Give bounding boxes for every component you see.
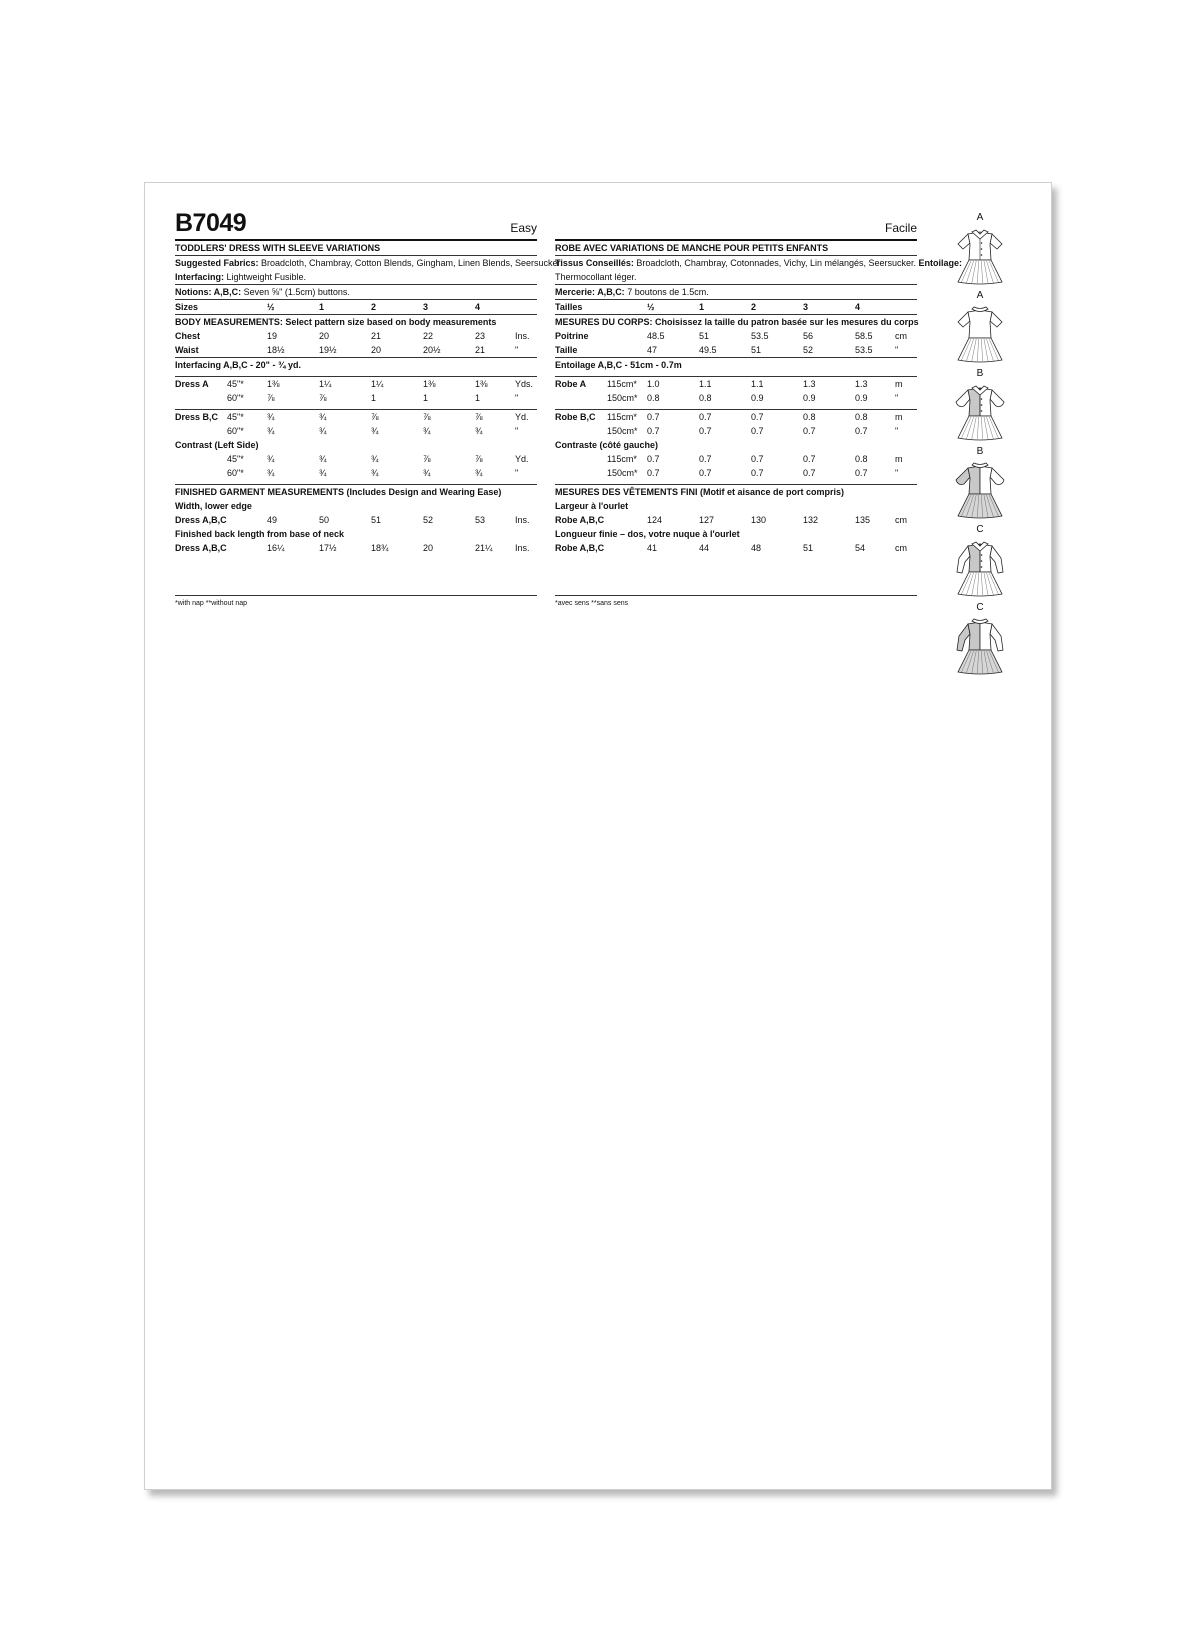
value-cell: 53.5 xyxy=(855,345,873,355)
value-cell: ¾ xyxy=(423,468,431,478)
dress-a-row-1 xyxy=(175,376,537,391)
fabrics-row xyxy=(555,255,963,270)
value-cell: 52 xyxy=(803,345,814,355)
value-cell: 1.1 xyxy=(751,379,764,389)
fabric-width: 60"* xyxy=(227,426,244,436)
contrast-row-2 xyxy=(175,466,537,480)
value-cell: 20 xyxy=(319,331,330,341)
value-cell: 0.7 xyxy=(803,468,816,478)
value-cell: 49.5 xyxy=(699,345,717,355)
fabric-width: 45"* xyxy=(227,412,244,422)
dress-icon xyxy=(950,226,1010,288)
value-cell: ⅞ xyxy=(423,454,431,464)
interfacing-yardage-row xyxy=(555,357,917,372)
value-cell: 41 xyxy=(647,543,658,553)
value-cell: 1.3 xyxy=(855,379,868,389)
unit-cell: Ins. xyxy=(515,543,530,553)
pattern-sheet xyxy=(144,182,1052,1490)
value-cell: 53.5 xyxy=(751,331,769,341)
value-cell: ¾ xyxy=(423,426,431,436)
value-cell: 48 xyxy=(751,543,762,553)
dress-icon xyxy=(950,616,1010,678)
length-heading xyxy=(555,527,917,541)
value-cell: 1⅜ xyxy=(267,379,280,389)
value-cell: ¾ xyxy=(267,426,275,436)
fabric-width: 45"* xyxy=(227,379,244,389)
interfacing-yardage: Entoilage A,B,C - 51cm - 0.7m xyxy=(555,360,682,370)
value-cell: 18½ xyxy=(267,345,285,355)
value-cell: 0.8 xyxy=(855,412,868,422)
value-cell: 0.7 xyxy=(751,454,764,464)
difficulty-level: Facile xyxy=(884,221,917,235)
waist-label: Waist xyxy=(175,345,199,355)
value-cell: 1 xyxy=(371,393,377,403)
value-cell: 4 xyxy=(855,302,861,312)
title: ROBE AVEC VARIATIONS DE MANCHE POUR PETITS ENFANTS xyxy=(555,243,829,253)
value-cell: 0.8 xyxy=(855,454,868,464)
body-measurements-label: MESURES DU CORPS: Choisissez la taille du patron basée sur les mesures du corps xyxy=(555,317,919,327)
value-cell: 0.7 xyxy=(647,426,660,436)
value-cell: 0.7 xyxy=(699,412,712,422)
width-label: Largeur à l'ourlet xyxy=(555,501,629,511)
value-cell: ¾ xyxy=(371,468,379,478)
value-cell: 19½ xyxy=(319,345,337,355)
length-row-label: Robe A,B,C xyxy=(555,543,605,553)
view-c-back-sketch xyxy=(944,602,1016,682)
value-cell: ¾ xyxy=(319,468,327,478)
length-row xyxy=(555,541,917,555)
value-cell: 16¼ xyxy=(267,543,285,553)
french-table xyxy=(555,239,963,555)
length-label: Finished back length from base of neck xyxy=(175,529,345,539)
interfacing-row xyxy=(175,270,537,284)
chest-label: Poitrine xyxy=(555,331,589,341)
interfacing-text: Thermocollant léger. xyxy=(555,272,637,282)
unit-cell: " xyxy=(515,426,519,436)
fabric-width: 115cm* xyxy=(607,454,637,464)
title-row xyxy=(175,239,537,255)
value-cell: 50 xyxy=(319,515,330,525)
notions-text: Seven ⅝" (1.5cm) buttons. xyxy=(241,287,350,297)
value-cell: 1⅜ xyxy=(475,379,488,389)
value-cell: 1 xyxy=(319,302,325,312)
interfacing-text: Lightweight Fusible. xyxy=(224,272,307,282)
fabric-width: 115cm* xyxy=(607,412,637,422)
unit-cell: " xyxy=(895,426,899,436)
dress-icon xyxy=(950,460,1010,522)
fabric-width: 150cm* xyxy=(607,426,638,436)
footnote: *with nap **without nap xyxy=(175,595,537,607)
value-cell: 0.7 xyxy=(647,412,660,422)
value-cell: 130 xyxy=(751,515,767,525)
fabrics-row xyxy=(175,255,563,270)
width-row xyxy=(555,513,917,527)
value-cell: ¾ xyxy=(319,454,327,464)
interfacing-yardage-row xyxy=(175,357,537,372)
unit-cell: " xyxy=(515,345,519,355)
value-cell: 0.9 xyxy=(803,393,816,403)
value-cell: 1 xyxy=(475,393,481,403)
value-cell: 18¾ xyxy=(371,543,389,553)
value-cell: 1.0 xyxy=(647,379,660,389)
notions-row xyxy=(175,284,537,299)
value-cell: 51 xyxy=(751,345,762,355)
fabrics-label: Suggested Fabrics: xyxy=(175,258,259,268)
value-cell: 1¼ xyxy=(371,379,384,389)
value-cell: 132 xyxy=(803,515,819,525)
notions-label: Notions: A,B,C: xyxy=(175,287,242,297)
value-cell: 23 xyxy=(475,331,486,341)
value-cell: ½ xyxy=(647,302,655,312)
dress-icon xyxy=(950,382,1010,444)
interfacing-yardage: Interfacing A,B,C - 20" - ¾ yd. xyxy=(175,360,301,370)
contrast-label: Contraste (côté gauche) xyxy=(555,440,659,450)
dress-bc-label: Robe B,C xyxy=(555,412,596,422)
value-cell: ¾ xyxy=(319,426,327,436)
dress-a-label: Dress A xyxy=(175,379,209,389)
value-cell: ¾ xyxy=(475,468,483,478)
body-measurements-heading xyxy=(555,314,917,329)
value-cell: ⅞ xyxy=(267,393,275,403)
fabric-width: 115cm* xyxy=(607,379,637,389)
contrast-heading xyxy=(555,438,917,452)
value-cell: 52 xyxy=(423,515,434,525)
waist-row xyxy=(555,343,917,357)
unit-cell: cm xyxy=(895,331,907,341)
value-cell: 0.9 xyxy=(751,393,764,403)
value-cell: 127 xyxy=(699,515,715,525)
value-cell: ¾ xyxy=(319,412,327,422)
sizes-row xyxy=(175,299,537,314)
length-row xyxy=(175,541,537,555)
pattern-code: B7049 xyxy=(175,209,247,237)
value-cell: 4 xyxy=(475,302,481,312)
value-cell: 49 xyxy=(267,515,278,525)
view-b-back-sketch xyxy=(944,446,1016,526)
view-b-front-sketch xyxy=(944,368,1016,448)
dress-a-row-2 xyxy=(555,391,917,405)
value-cell: 51 xyxy=(371,515,382,525)
english-table xyxy=(175,239,563,555)
footnote: *avec sens **sans sens xyxy=(555,595,917,607)
width-heading xyxy=(555,499,917,513)
value-cell: 0.8 xyxy=(699,393,712,403)
value-cell: 2 xyxy=(371,302,377,312)
unit-cell: " xyxy=(515,468,519,478)
finished-heading xyxy=(175,484,537,499)
contrast-row-1 xyxy=(175,452,537,466)
unit-cell: m xyxy=(895,412,903,422)
length-label: Longueur finie – dos, votre nuque à l'ourlet xyxy=(555,529,740,539)
value-cell: 17½ xyxy=(319,543,337,553)
value-cell: ¾ xyxy=(267,468,275,478)
interfacing-label: Entoilage: xyxy=(918,258,963,268)
contrast-heading xyxy=(175,438,537,452)
value-cell: 0.7 xyxy=(803,426,816,436)
value-cell: 135 xyxy=(855,515,871,525)
finished-measurements-label: MESURES DES VÊTEMENTS FINI (Motif et aisance de port compris) xyxy=(555,487,845,497)
length-row-label: Dress A,B,C xyxy=(175,543,227,553)
value-cell: 44 xyxy=(699,543,710,553)
value-cell: 3 xyxy=(803,302,809,312)
sizes-label: Tailles xyxy=(555,302,583,312)
value-cell: 58.5 xyxy=(855,331,873,341)
fabric-width: 45"* xyxy=(227,454,244,464)
length-heading xyxy=(175,527,537,541)
value-cell: ⅞ xyxy=(319,393,327,403)
unit-cell: Yd. xyxy=(515,454,529,464)
value-cell: ¾ xyxy=(371,426,379,436)
fabrics-text: Broadcloth, Chambray, Cotton Blends, Gingham, Linen Blends, Seersucker. xyxy=(258,258,563,268)
view-c-front-sketch xyxy=(944,524,1016,604)
title-row xyxy=(555,239,917,255)
value-cell: 0.9 xyxy=(855,393,868,403)
sizes-row xyxy=(555,299,917,314)
value-cell: 54 xyxy=(855,543,866,553)
value-cell: 0.7 xyxy=(751,412,764,422)
value-cell: 3 xyxy=(423,302,429,312)
value-cell: 0.7 xyxy=(647,454,660,464)
value-cell: 20 xyxy=(423,543,434,553)
value-cell: ¾ xyxy=(267,454,275,464)
finished-heading xyxy=(555,484,917,499)
value-cell: 56 xyxy=(803,331,814,341)
chest-row xyxy=(555,329,917,343)
dress-a-row-1 xyxy=(555,376,917,391)
value-cell: 1¼ xyxy=(319,379,332,389)
value-cell: 0.7 xyxy=(855,468,868,478)
width-heading xyxy=(175,499,537,513)
value-cell: 0.8 xyxy=(803,412,816,422)
sizes-label: Sizes xyxy=(175,302,199,312)
fabrics-label: Tissus Conseillés: xyxy=(555,258,634,268)
dress-a-row-2 xyxy=(175,391,537,405)
unit-cell: cm xyxy=(895,515,907,525)
unit-cell: " xyxy=(515,393,519,403)
body-measurements-label: BODY MEASUREMENTS: Select pattern size based on body measurements xyxy=(175,317,497,327)
view-sketches xyxy=(944,212,1016,716)
value-cell: ⅞ xyxy=(475,454,483,464)
dress-icon xyxy=(950,304,1010,366)
value-cell: 0.7 xyxy=(751,426,764,436)
value-cell: 0.7 xyxy=(699,454,712,464)
unit-cell: Yds. xyxy=(515,379,534,389)
value-cell: ¾ xyxy=(267,412,275,422)
dress-bc-row-1 xyxy=(175,409,537,424)
unit-cell: " xyxy=(895,468,899,478)
value-cell: 21 xyxy=(475,345,486,355)
width-row xyxy=(175,513,537,527)
view-letter: C xyxy=(976,524,984,535)
fabric-width: 150cm* xyxy=(607,468,638,478)
value-cell: 21¼ xyxy=(475,543,493,553)
contrast-row-1 xyxy=(555,452,917,466)
unit-cell: " xyxy=(895,393,899,403)
view-a-back-sketch xyxy=(944,290,1016,370)
contrast-label: Contrast (Left Side) xyxy=(175,440,259,450)
value-cell: 0.7 xyxy=(647,468,660,478)
value-cell: 22 xyxy=(423,331,434,341)
dress-icon xyxy=(950,538,1010,600)
width-label: Width, lower edge xyxy=(175,501,252,511)
fabric-width: 150cm* xyxy=(607,393,638,403)
value-cell: ⅞ xyxy=(423,412,431,422)
fabric-width: 60"* xyxy=(227,468,244,478)
fabric-width: 60"* xyxy=(227,393,244,403)
view-letter: B xyxy=(976,446,984,457)
value-cell: ¾ xyxy=(371,454,379,464)
view-letter: A xyxy=(976,290,984,301)
chest-row xyxy=(175,329,537,343)
dress-bc-row-2 xyxy=(175,424,537,438)
finished-measurements-label: FINISHED GARMENT MEASUREMENTS (Includes Design and Wearing Ease) xyxy=(175,487,502,497)
unit-cell: Yd. xyxy=(515,412,529,422)
value-cell: 1.1 xyxy=(699,379,712,389)
dress-bc-row-2 xyxy=(555,424,917,438)
value-cell: 1⅜ xyxy=(423,379,436,389)
value-cell: ⅞ xyxy=(475,412,483,422)
fabrics-text: Broadcloth, Chambray, Cotonnades, Vichy, Lin mélangés, Seersucker. xyxy=(633,258,919,268)
value-cell: 21 xyxy=(371,331,382,341)
waist-label: Taille xyxy=(555,345,578,355)
width-row-label: Robe A,B,C xyxy=(555,515,605,525)
value-cell: 0.7 xyxy=(699,426,712,436)
value-cell: 51 xyxy=(699,331,710,341)
value-cell: ⅞ xyxy=(371,412,379,422)
dress-a-label: Robe A xyxy=(555,379,587,389)
value-cell: 20 xyxy=(371,345,382,355)
unit-cell: Ins. xyxy=(515,515,530,525)
value-cell: 51 xyxy=(803,543,814,553)
unit-cell: m xyxy=(895,454,903,464)
value-cell: 0.7 xyxy=(699,468,712,478)
waist-row xyxy=(175,343,537,357)
notions-text: 7 boutons de 1.5cm. xyxy=(624,287,709,297)
unit-cell: cm xyxy=(895,543,907,553)
dress-bc-row-1 xyxy=(555,409,917,424)
view-a-front-sketch xyxy=(944,212,1016,292)
value-cell: 124 xyxy=(647,515,663,525)
title: TODDLERS' DRESS WITH SLEEVE VARIATIONS xyxy=(175,243,381,253)
interfacing-row xyxy=(555,270,917,284)
value-cell: 47 xyxy=(647,345,658,355)
unit-cell: " xyxy=(895,345,899,355)
value-cell: 1.3 xyxy=(803,379,816,389)
chest-label: Chest xyxy=(175,331,201,341)
value-cell: 19 xyxy=(267,331,278,341)
notions-row xyxy=(555,284,917,299)
view-letter: C xyxy=(976,602,984,613)
difficulty-level: Easy xyxy=(510,221,537,235)
interfacing-label: Interfacing: xyxy=(175,272,225,282)
value-cell: 2 xyxy=(751,302,757,312)
unit-cell: Ins. xyxy=(515,331,530,341)
value-cell: 53 xyxy=(475,515,486,525)
value-cell: 0.7 xyxy=(751,468,764,478)
notions-label: Mercerie: A,B,C: xyxy=(555,287,625,297)
value-cell: ½ xyxy=(267,302,275,312)
value-cell: 20½ xyxy=(423,345,441,355)
value-cell: 48.5 xyxy=(647,331,665,341)
body-measurements-heading xyxy=(175,314,537,329)
dress-bc-label: Dress B,C xyxy=(175,412,219,422)
unit-cell: m xyxy=(895,379,903,389)
width-row-label: Dress A,B,C xyxy=(175,515,227,525)
value-cell: 0.7 xyxy=(855,426,868,436)
value-cell: 1 xyxy=(423,393,429,403)
value-cell: ¾ xyxy=(475,426,483,436)
contrast-row-2 xyxy=(555,466,917,480)
value-cell: 1 xyxy=(699,302,705,312)
value-cell: 0.8 xyxy=(647,393,660,403)
value-cell: 0.7 xyxy=(803,454,816,464)
view-letter: A xyxy=(976,212,984,223)
view-letter: B xyxy=(976,368,984,379)
